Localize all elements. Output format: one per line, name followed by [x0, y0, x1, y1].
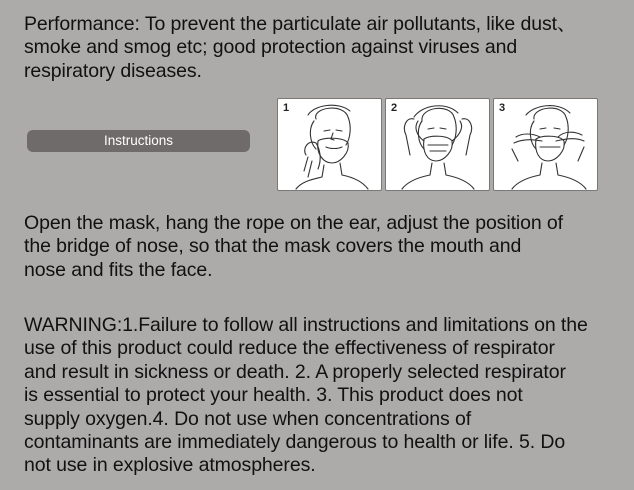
mask-placing-illustration-icon	[278, 99, 381, 190]
step-1-panel	[277, 98, 382, 191]
ear-loop-illustration-icon	[386, 99, 489, 190]
step-number: 1	[283, 102, 290, 114]
instructions-badge: Instructions	[27, 130, 250, 152]
nose-clip-adjust-illustration-icon	[494, 99, 597, 190]
step-number: 3	[499, 102, 506, 114]
step-number: 2	[391, 102, 398, 114]
warning-text: WARNING:1.Failure to follow all instructions and limitations on the use of this product could reduce the effectiveness of respirator and result in sickness or death. 2. A properly selected respirator is essential to protect your health. 3. This product does not supply oxygen.4. Do not use when concentrations of contaminants are immediately dangerous to health or life. 5. Do not use in explosive atmospheres.	[24, 314, 588, 477]
usage-instructions-text: Open the mask, hang the rope on the ear, adjust the position of the bridge of nose, so that the mask covers the mouth and nose and fits the face.	[24, 212, 563, 281]
step-3-panel	[493, 98, 598, 191]
step-2-panel	[385, 98, 490, 191]
performance-text: Performance: To prevent the particulate air pollutants, like dust、 smoke and smog etc; good protection against viruses and respiratory diseases.	[24, 13, 577, 82]
